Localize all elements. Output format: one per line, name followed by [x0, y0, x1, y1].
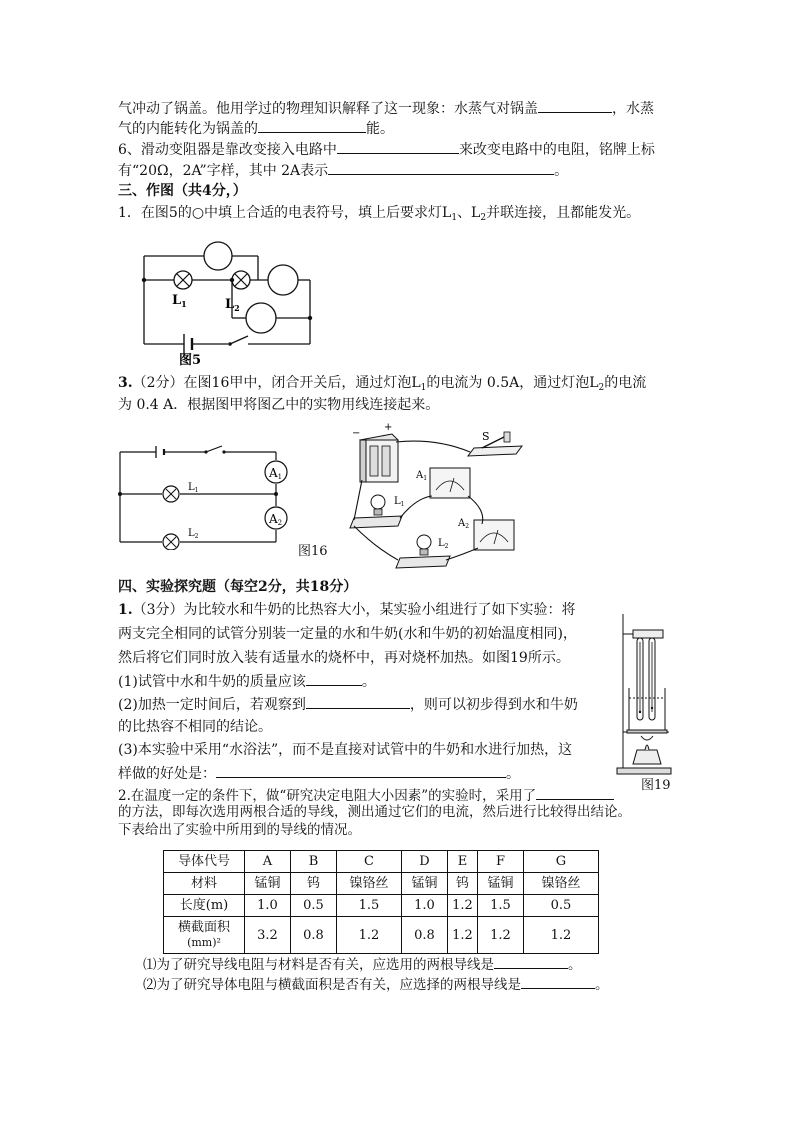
- exp2-q2-end: 。: [595, 977, 609, 993]
- draw3-text-b: 的电流为 0.5A，通过灯泡L: [426, 375, 599, 391]
- table-cell: 锰铜: [478, 873, 524, 895]
- draw3-text-c: 的电流: [604, 375, 647, 391]
- q5-text-a: 气冲动了锅盖。他用学过的物理知识解释了这一现象：水蒸气对锅盖: [118, 101, 538, 117]
- table-cell: A: [245, 851, 291, 873]
- meter-circle-right[interactable]: [268, 265, 298, 295]
- fig16-caption: 图16: [298, 544, 328, 559]
- table-cell: 1.0: [402, 895, 448, 917]
- fig16-lamp-l2-icon: [163, 534, 179, 550]
- exp2-line2: 的方法，即每次选用两根合适的导线，测出通过它们的电流，然后进行比较得出结论。: [118, 804, 631, 820]
- exp2-line1: [118, 785, 614, 805]
- battery-box-icon: [352, 422, 398, 482]
- draw3-num: 3.: [118, 375, 133, 391]
- section4-title: 四、实验探究题（每空2分，共18分）: [118, 579, 358, 595]
- table-cell: 镍铬丝: [337, 873, 402, 895]
- table-cell: 0.5: [524, 895, 599, 917]
- table-cell: 1.2: [337, 917, 402, 954]
- table-cell: F: [478, 851, 524, 873]
- fig19-caption: 图19: [641, 778, 671, 793]
- fig5-caption: 图5: [179, 353, 202, 368]
- exp1-q2-text: (2)加热一定时间后，若观察到: [118, 697, 306, 713]
- table-cell: 长度(m): [164, 895, 245, 917]
- q6-blank1[interactable]: [337, 139, 459, 154]
- table-cell: 1.5: [337, 895, 402, 917]
- draw1-text: [118, 203, 640, 228]
- table-cell: E: [448, 851, 478, 873]
- exp2-q2-text: ⑵为了研究导体电阻与横截面积是否有关，应选择的两根导线是: [143, 977, 521, 993]
- exp1-q3-cont: [118, 763, 520, 784]
- svg-text:S: S: [482, 430, 490, 443]
- draw3-sub1: 1: [420, 383, 427, 393]
- battery-icon: [184, 334, 192, 354]
- exp1-q2-cont: 的比热容不相同的结论。: [118, 719, 272, 735]
- exp1-line2: 两支完全相同的试管分别装一定量的水和牛奶(水和牛奶的初始温度相同)，: [118, 626, 577, 642]
- q5-blank2[interactable]: [258, 118, 366, 133]
- exp1-q3-text-b: 样做的好处是：: [118, 766, 216, 782]
- q5-text-d: 能。: [366, 121, 394, 137]
- apparatus-lamp-l2-icon: [396, 535, 450, 568]
- table-cell: 0.5: [291, 895, 337, 917]
- apparatus-switch-icon: [468, 430, 522, 456]
- exp1-line1: [118, 600, 576, 620]
- figure-19-apparatus: [615, 612, 675, 790]
- table-cell: 1.2: [524, 917, 599, 954]
- meter-circle-top[interactable]: [204, 242, 232, 270]
- exp1-q2-blank[interactable]: [306, 694, 410, 709]
- exp1-q3-blank[interactable]: [216, 763, 506, 778]
- figure-16-schematic: [116, 440, 292, 550]
- draw1-text-b: 、L: [457, 205, 481, 221]
- exp2-q1: [143, 954, 582, 974]
- q6-line1: [118, 139, 655, 160]
- fig16-ammeter-a1-icon: [265, 461, 287, 483]
- fig16-battery-icon: [156, 446, 164, 458]
- svg-text:+: +: [384, 422, 393, 433]
- table-row-material: [164, 873, 599, 895]
- exp1-q1-blank[interactable]: [306, 671, 362, 686]
- exp1-num: 1.: [118, 602, 133, 618]
- svg-text:−: −: [352, 428, 361, 439]
- draw3-text-a: （2分）在图16甲中，闭合开关后，通过灯泡L: [132, 375, 421, 391]
- q6-text-d: 。: [554, 163, 569, 179]
- exp2-line3: 下表给出了实验中所用到的导线的情况。: [118, 822, 361, 838]
- fig16-label-l2: $L_2$: [188, 528, 199, 540]
- draw1-sub2: 2: [480, 213, 487, 223]
- q5-blank1[interactable]: [538, 98, 612, 113]
- exp2-q2: [143, 974, 609, 994]
- q6-text-b: 来改变电路中的电阻，铭牌上标: [458, 142, 655, 158]
- table-cell: G: [524, 851, 599, 873]
- exp1-q2: [118, 694, 578, 715]
- table-cell: 材料: [164, 873, 245, 895]
- fig16-ammeter-a2-icon: [265, 507, 287, 529]
- q5-text-c: 气的内能转化为锅盖的: [118, 121, 258, 137]
- draw1-text-a: 1．在图5的○中填上合适的电表符号，填上后要求灯L: [118, 205, 452, 221]
- fig5-label-l2: $L_2$: [225, 297, 240, 313]
- table-cell: 1.2: [478, 917, 524, 954]
- apparatus-ammeter-a2-icon: [457, 518, 514, 550]
- wire-data-table: [163, 850, 599, 954]
- exp2-blank[interactable]: [536, 785, 614, 800]
- exp2-q2-blank[interactable]: [521, 974, 595, 989]
- exp1-q1-text: (1)试管中水和牛奶的质量应该: [118, 674, 306, 690]
- fig16-lamp-l1-icon: [163, 486, 179, 502]
- exp1-q1: [118, 671, 376, 692]
- section3-title: 三、作图（共4分，）: [118, 183, 247, 199]
- table-cell: 导体代号: [164, 851, 245, 873]
- draw1-text-c: 并联连接，且都能发光。: [486, 205, 641, 221]
- svg-text:A1: A1: [269, 466, 283, 481]
- svg-text:A1: $A_1$: [416, 470, 428, 482]
- switch-icon: [228, 336, 248, 346]
- table-cell: D: [402, 851, 448, 873]
- draw3-line2: 为 0.4 A．根据图甲将图乙中的实物用线连接起来。: [118, 397, 440, 413]
- exp1-q1-end: 。: [361, 674, 376, 690]
- q6-blank2[interactable]: [328, 160, 554, 175]
- fig5-label-l1: $L_1$: [172, 293, 187, 309]
- exp1-q3: (3)本实验中采用“水浴法”，而不是直接对试管中的牛奶和水进行加热，这: [118, 742, 573, 758]
- figure-5-circuit: [138, 238, 318, 370]
- table-row-header: [164, 851, 599, 873]
- table-cell: 1.2: [448, 917, 478, 954]
- table-row-area: [164, 917, 599, 954]
- table-row-length: [164, 895, 599, 917]
- figure-16-apparatus: [346, 420, 526, 572]
- lamp-l2-icon: [232, 271, 250, 289]
- table-cell: 0.8: [402, 917, 448, 954]
- exp1-q3-end: 。: [506, 766, 520, 782]
- table-cell: 镍铬丝: [524, 873, 599, 895]
- exp2-q1-blank[interactable]: [494, 954, 568, 969]
- q6-text-c: 有“20Ω，2A”字样，其中 2A表示: [118, 163, 329, 179]
- exp2-q1-end: 。: [568, 957, 582, 973]
- exp2-text-a: 2.在温度一定的条件下，做“研究决定电阻大小因素”的实验时，采用了: [118, 788, 537, 804]
- svg-text:A2: $A_2$: [458, 518, 470, 530]
- svg-text:L1: $L_1$: [394, 496, 405, 508]
- q5-line2: [118, 118, 394, 139]
- draw1-sub1: 1: [451, 213, 458, 223]
- exp1-text-1: （3分）为比较水和牛奶的比热容大小，某实验小组进行了如下实验：将: [132, 602, 576, 618]
- table-cell: 钨: [448, 873, 478, 895]
- table-cell: 0.8: [291, 917, 337, 954]
- table-cell: 1.2: [448, 895, 478, 917]
- table-cell: 1.5: [478, 895, 524, 917]
- q5-text-b: ，水蒸: [612, 101, 654, 117]
- fig16-label-l1: $L_1$: [188, 482, 199, 494]
- lamp-l1-icon: [174, 271, 192, 289]
- table-cell: B: [291, 851, 337, 873]
- table-cell-area-label: 横截面积 (mm)²: [164, 917, 245, 954]
- table-cell: 3.2: [245, 917, 291, 954]
- svg-text:A2: A2: [269, 512, 283, 527]
- table-cell: 钨: [291, 873, 337, 895]
- svg-text:L2: $L_2$: [438, 538, 449, 550]
- q6-text-a: 6、滑动变阻器是靠改变接入电路中: [118, 142, 337, 158]
- fig16-switch-icon: [204, 446, 225, 454]
- meter-circle-bottom[interactable]: [246, 303, 276, 333]
- table-cell: 1.0: [245, 895, 291, 917]
- table-cell: 锰铜: [402, 873, 448, 895]
- apparatus-ammeter-a1-icon: [415, 468, 470, 498]
- exp2-q1-text: ⑴为了研究导线电阻与材料是否有关，应选用的两根导线是: [143, 957, 494, 973]
- draw3-sub2: 2: [598, 383, 605, 393]
- q6-line2: [118, 160, 568, 181]
- exp1-line3: 然后将它们同时放入装有适量水的烧杯中，再对烧杯加热。如图19所示。: [118, 650, 570, 666]
- table-cell: C: [337, 851, 402, 873]
- q5-line1: [118, 98, 654, 119]
- exp1-q2-text-b: ，则可以初步得到水和牛奶: [409, 697, 578, 713]
- table-cell: 锰铜: [245, 873, 291, 895]
